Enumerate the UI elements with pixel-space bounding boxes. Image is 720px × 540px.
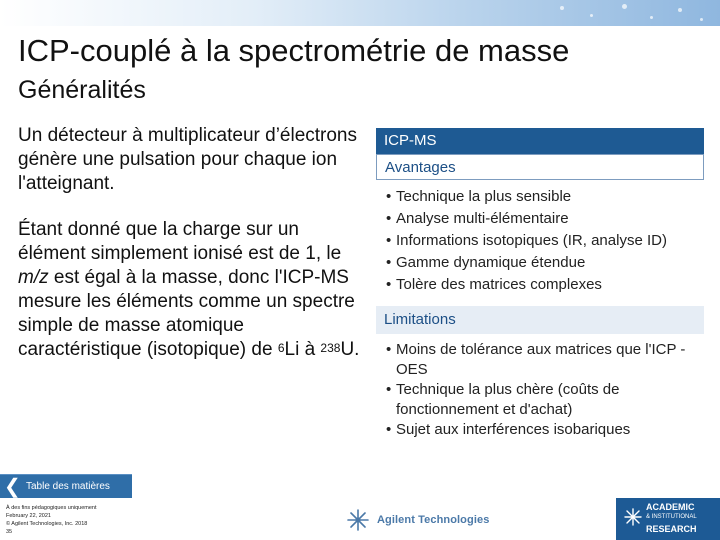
mz-italic: m/z [18, 267, 49, 288]
list-item: • Tolère des matrices complexes [386, 274, 696, 296]
superscript-li: 6 [277, 341, 285, 355]
spark-icon [347, 509, 369, 531]
body-text [18, 124, 363, 384]
panel-header: ICP-MS [376, 128, 704, 154]
brand-name: Agilent Technologies [377, 514, 490, 526]
footer-line: February 22, 2021 [6, 513, 51, 519]
text-span: U. [340, 339, 360, 360]
advantages-list [376, 180, 704, 300]
limitations-list [376, 334, 704, 444]
list-item: • Technique la plus sensible [386, 186, 696, 208]
page-number: 35 [6, 529, 13, 535]
toc-label: Table des matières [26, 481, 110, 492]
text-span: est égal à la masse, donc l'ICP-MS mesure les éléments comme un spectre simple de masse atomique caractéristique (isotopique) de [18, 267, 355, 360]
badge-line-1: ACADEMIC [646, 502, 695, 512]
text-span: Li à [284, 339, 321, 360]
starburst-icon [624, 508, 642, 526]
text-span: Étant donné que la charge sur un élément simplement ionisé est de 1, le [18, 219, 342, 264]
chevron-left-icon: ❮ [4, 476, 21, 498]
list-item: • Technique la plus chère (coûts de fonctionnement et d'achat) [386, 380, 696, 420]
footer-line: À des fins pédagogiques uniquement [6, 505, 97, 511]
badge-line-3: RESEARCH [646, 524, 697, 534]
list-item: • Moins de tolérance aux matrices que l'ICP -OES [386, 340, 696, 380]
table-of-contents-button[interactable] [0, 474, 132, 498]
list-item: • Gamme dynamique étendue [386, 252, 696, 274]
list-item: • Analyse multi-élémentaire [386, 208, 696, 230]
agilent-logo [347, 509, 489, 531]
slide-subtitle: Généralités [18, 76, 146, 104]
slide-title: ICP-couplé à la spectrométrie de masse [18, 33, 570, 68]
top-banner [0, 0, 720, 26]
paragraph-mass-charge [18, 218, 363, 362]
footer-info [6, 504, 97, 536]
superscript-u: 238 [320, 341, 341, 355]
list-item: • Informations isotopiques (IR, analyse ID) [386, 230, 696, 252]
limitations-header: Limitations [376, 306, 704, 334]
paragraph-detector: Un détecteur à multiplicateur d’électrons génère une pulsation pour chaque ion l'atteignant. [18, 125, 358, 194]
list-item: • Sujet aux interférences isobariques [386, 420, 696, 440]
footer-line: © Agilent Technologies, Inc. 2018 [6, 521, 88, 527]
badge-line-2: & INSTITUTIONAL [646, 514, 697, 520]
advantages-header: Avantages [376, 154, 704, 180]
icpms-panel [376, 128, 704, 444]
academic-research-badge [616, 498, 720, 540]
